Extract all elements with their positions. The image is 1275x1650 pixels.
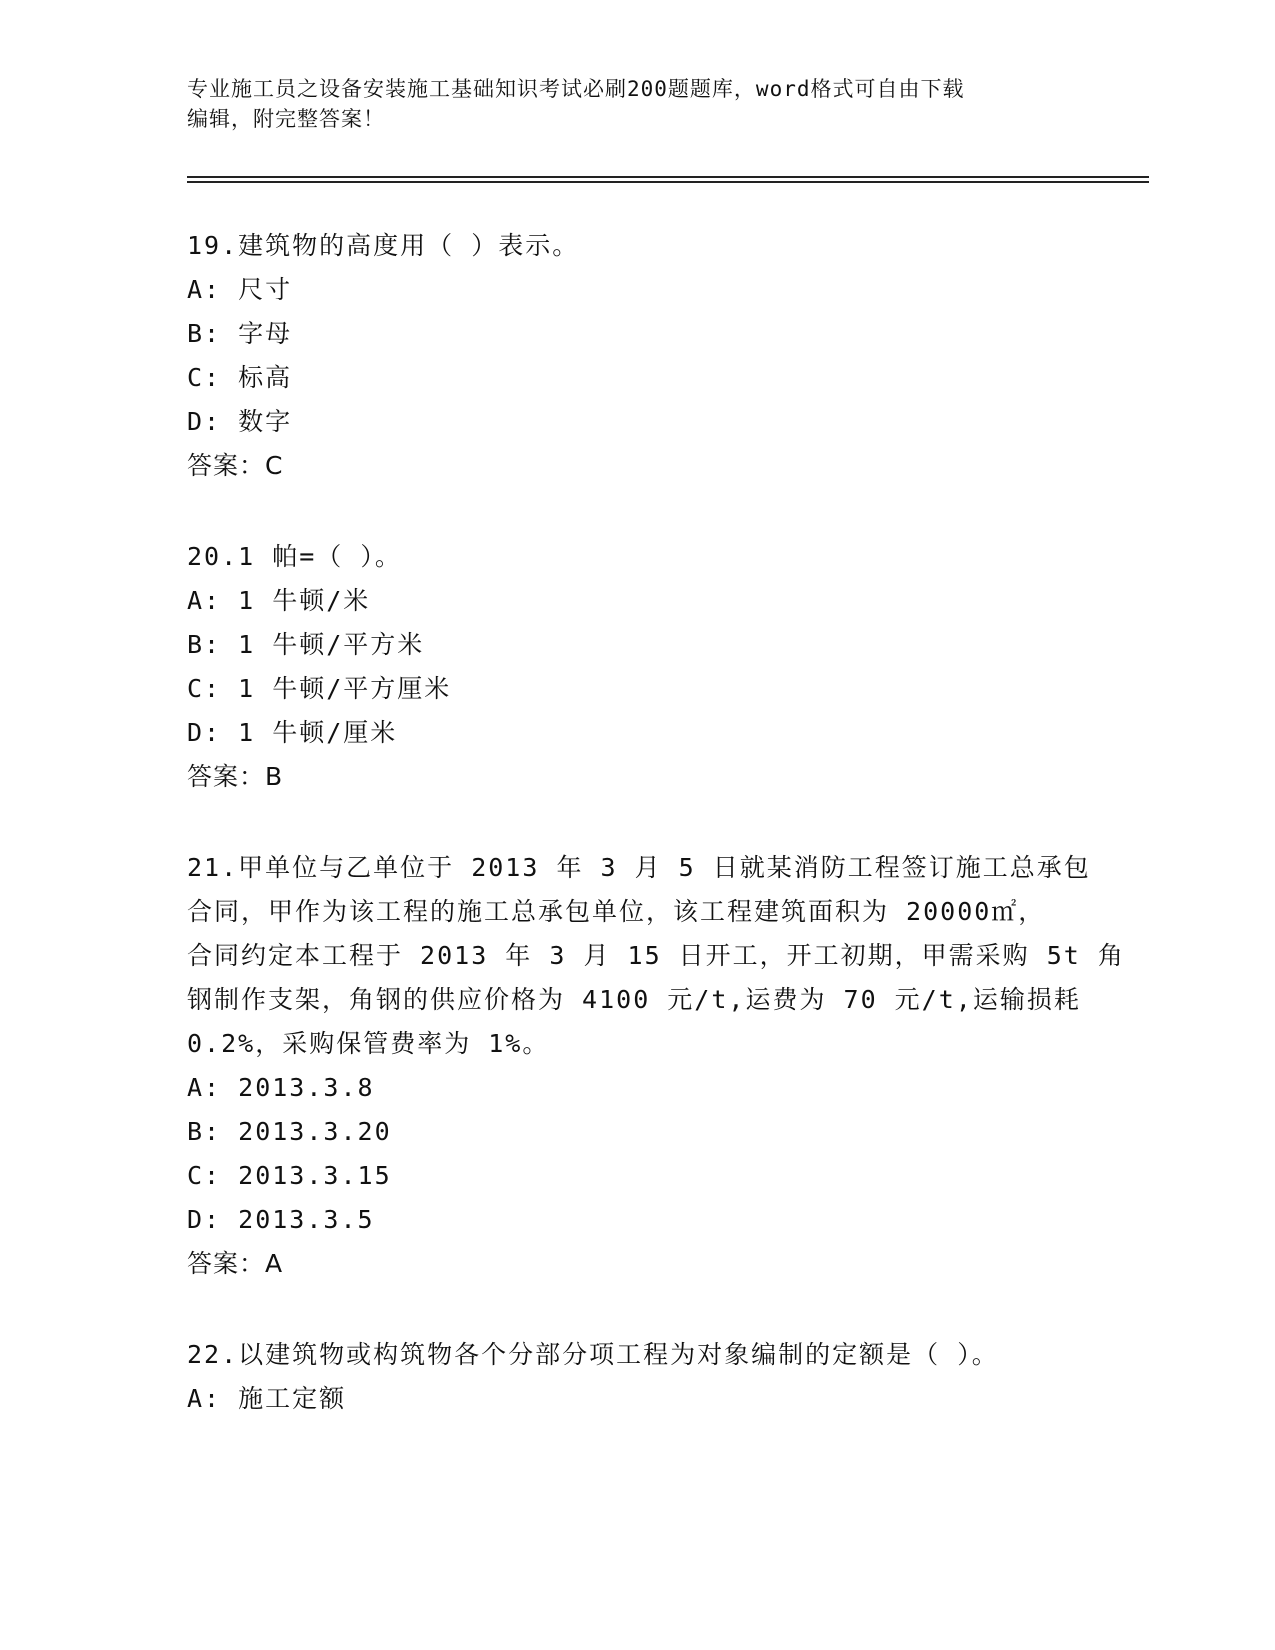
question-21-option-c: C: 2013.3.15 [187, 1161, 392, 1190]
question-22-option-a: A: 施工定额 [187, 1384, 347, 1413]
header-line-2: 编辑，附完整答案！ [187, 107, 385, 131]
question-22-stem: 22.以建筑物或构筑物各个分部分项工程为对象编制的定额是（ ）。 [187, 1340, 999, 1369]
question-20-answer: 答案：B [187, 762, 284, 791]
document-header [187, 74, 1067, 134]
question-20-option-c: C: 1 牛顿/平方厘米 [187, 674, 452, 703]
question-19-option-d: D: 数字 [187, 407, 293, 436]
question-21-option-d: D: 2013.3.5 [187, 1205, 375, 1234]
question-20-option-a: A: 1 牛顿/米 [187, 586, 371, 615]
question-20-stem: 20.1 帕=（ ）。 [187, 542, 402, 571]
header-divider-secondary [187, 181, 1149, 183]
question-21-option-a: A: 2013.3.8 [187, 1073, 375, 1102]
header-line-1: 专业施工员之设备安装施工基础知识考试必刷200题题库，word格式可自由下载 [187, 77, 965, 101]
question-19-option-c: C: 标高 [187, 363, 293, 392]
question-21-stem-line: 合同，甲作为该工程的施工总承包单位，该工程建筑面积为 20000㎡， [187, 897, 1046, 926]
question-21-stem-line: 0.2%，采购保管费率为 1%。 [187, 1029, 550, 1058]
question-21-stem-line: 合同约定本工程于 2013 年 3 月 15 日开工，开工初期，甲需采购 5t 角 [187, 941, 1125, 970]
question-19-stem: 19.建筑物的高度用（ ）表示。 [187, 231, 580, 260]
question-19-answer: 答案：C [187, 451, 284, 480]
question-21-answer: 答案：A [187, 1249, 284, 1278]
question-21-stem-line: 21.甲单位与乙单位于 2013 年 3 月 5 日就某消防工程签订施工总承包 [187, 853, 1091, 882]
question-19-option-a: A: 尺寸 [187, 275, 293, 304]
question-21-option-b: B: 2013.3.20 [187, 1117, 392, 1146]
header-divider [187, 176, 1149, 178]
question-19-option-b: B: 字母 [187, 319, 293, 348]
question-20-option-b: B: 1 牛顿/平方米 [187, 630, 425, 659]
question-21-stem-line: 钢制作支架，角钢的供应价格为 4100 元/t,运费为 70 元/t,运输损耗 [187, 985, 1081, 1014]
question-20-option-d: D: 1 牛顿/厘米 [187, 718, 398, 747]
